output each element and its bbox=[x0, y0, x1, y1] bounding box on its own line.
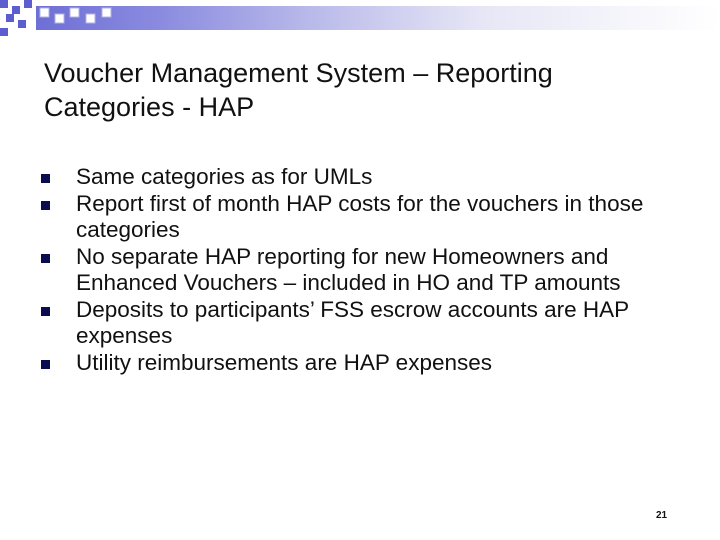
bullet-text: Report first of month HAP costs for the vouchers in those categories bbox=[76, 190, 644, 242]
bullet-list bbox=[40, 164, 700, 376]
square-bullet-icon bbox=[41, 307, 50, 316]
bullet-text: Same categories as for UMLs bbox=[76, 164, 373, 189]
bullet-item bbox=[40, 164, 700, 191]
square-bullet-icon bbox=[41, 174, 50, 183]
page-number: 21 bbox=[656, 510, 668, 521]
bullet-item bbox=[40, 350, 700, 377]
square-bullet-icon bbox=[41, 201, 50, 210]
bullet-item bbox=[40, 297, 700, 350]
checkered-pattern-icon bbox=[0, 0, 180, 40]
square-bullet-icon bbox=[41, 254, 50, 263]
bullet-text: Deposits to participants’ FSS escrow accounts are HAP expenses bbox=[76, 296, 629, 348]
top-decorative-band bbox=[0, 0, 720, 36]
slide-title: Voucher Management System – Reporting Categories - HAP bbox=[44, 58, 553, 122]
bullet-text: Utility reimbursements are HAP expenses bbox=[76, 349, 492, 375]
square-bullet-icon bbox=[41, 360, 50, 369]
bullet-item bbox=[40, 244, 700, 297]
bullet-text: No separate HAP reporting for new Homeowners and Enhanced Vouchers – included in HO and TP amounts bbox=[76, 243, 621, 295]
bullet-item bbox=[40, 191, 700, 244]
